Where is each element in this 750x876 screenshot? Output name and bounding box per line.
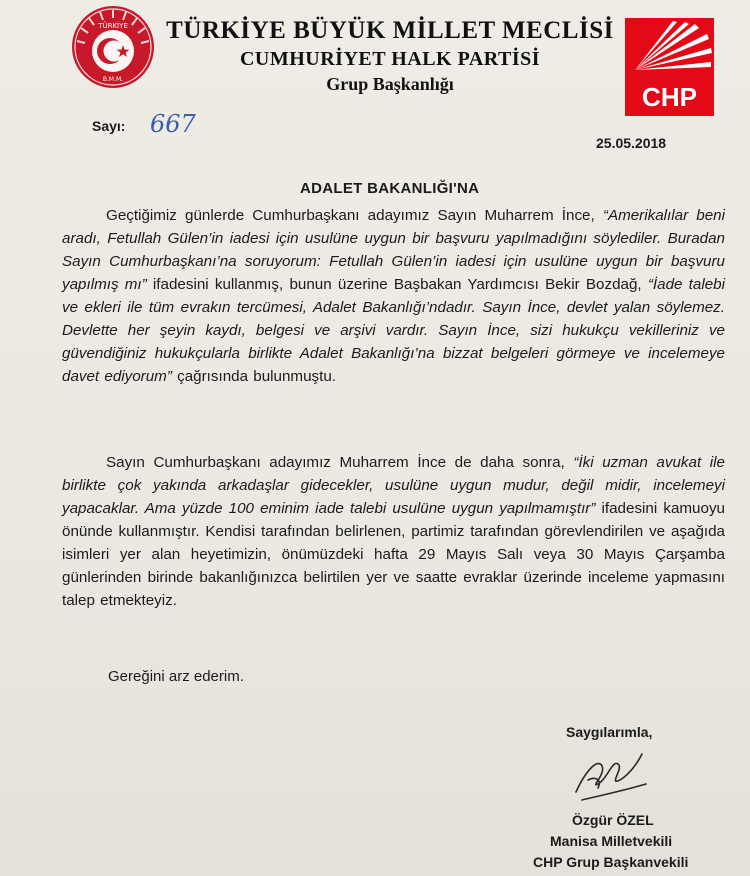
signatory-role: CHP Grup Başkanvekili	[533, 854, 689, 870]
p2-segment: “İki uzman avukat ile birlikte çok yakında arkadaşlar gidecekler, usulüne uygun mudur, değil midir, incelemeyi yapacaklar. Ama yüzde 100 eminim iade talebi usulüne uygun yapılmamıştır”	[62, 454, 725, 517]
p1-segment: “İade talebi ve ekleri ile tüm evrakın tercümesi, Adalet Bakanlığı’ndadır. Sayın İnce, devlet yalan söylemez. Devlette her şeyin kaydı, belgesi ve arşivi vardır. Sayın İnce, sizi hukukçu vekilleriniz ve güvendiğiniz hukukçularla birlikte Adalet Bakanlığı’na bizzat belgeleri görmeye ve incelemeye davet ediyorum”	[62, 276, 725, 385]
signatory-name: Özgür ÖZEL	[572, 812, 654, 828]
chp-logo-icon	[625, 18, 714, 116]
closing-line: Gereğini arz ederim.	[108, 668, 244, 685]
document-date: 25.05.2018	[596, 135, 667, 151]
sayi-number: 667	[150, 110, 196, 138]
chp-logo-text: CHP	[642, 82, 697, 112]
p1-segment: Geçtiğimiz günlerde Cumhurbaşkanı adayımız Sayın Muharrem İnce,	[106, 207, 603, 224]
signatory-title: Manisa Milletvekili	[550, 833, 673, 849]
paragraph-2	[62, 451, 725, 612]
header-line-1: TÜRKİYE BÜYÜK MİLLET MECLİSİ	[166, 17, 614, 44]
seal-bottom-text: B.M.M.	[102, 76, 124, 83]
p2-segment: ifadesini kamuoyu önünde kullanmıştır. Kendisi tarafından belirlenen, partimiz tarafından görevlendirilen ve aşağıda isimleri yer alan heyetimizin, önümüzdeki hafta 29 Mayıs Salı veya 30 Mayıs Çarşamba günlerinden birinde bakanlığınızca belirtilen yer ve saatte evraklar üzerinde inceleme yapmasını talep etmekteyiz.	[62, 500, 725, 609]
p1-segment: çağrısında bulunmuştu.	[171, 368, 337, 385]
addressee: ADALET BAKANLIĞI'NA	[300, 180, 480, 197]
p1-segment: “Amerikalılar beni aradı, Fetullah Gülen’in iadesi için usulüne uygun bir başvuru yapılmadığını söylediler. Buradan Sayın Cumhurbaşkanı’na soruyorum: Fetullah Gülen’in iadesi için usulüne uygun bir başvuru yapılmış mı”	[62, 207, 725, 293]
header-line-3: Grup Başkanlığı	[326, 74, 454, 94]
tbmm-seal-icon	[70, 4, 156, 90]
p1-segment: ifadesini kullanmış, bunun üzerine Başbakan Yardımcısı Bekir Bozdağ,	[146, 276, 648, 293]
greeting: Saygılarımla,	[566, 724, 653, 740]
paragraph-1	[62, 204, 725, 388]
header-line-2: CUMHURİYET HALK PARTİSİ	[239, 48, 541, 70]
handwritten-signature-icon	[568, 740, 658, 810]
seal-top-text: TÜRKİYE	[98, 22, 128, 30]
sayi-label: Sayı:	[92, 118, 126, 134]
p2-segment: Sayın Cumhurbaşkanı adayımız Muharrem İnce de daha sonra,	[106, 454, 574, 471]
